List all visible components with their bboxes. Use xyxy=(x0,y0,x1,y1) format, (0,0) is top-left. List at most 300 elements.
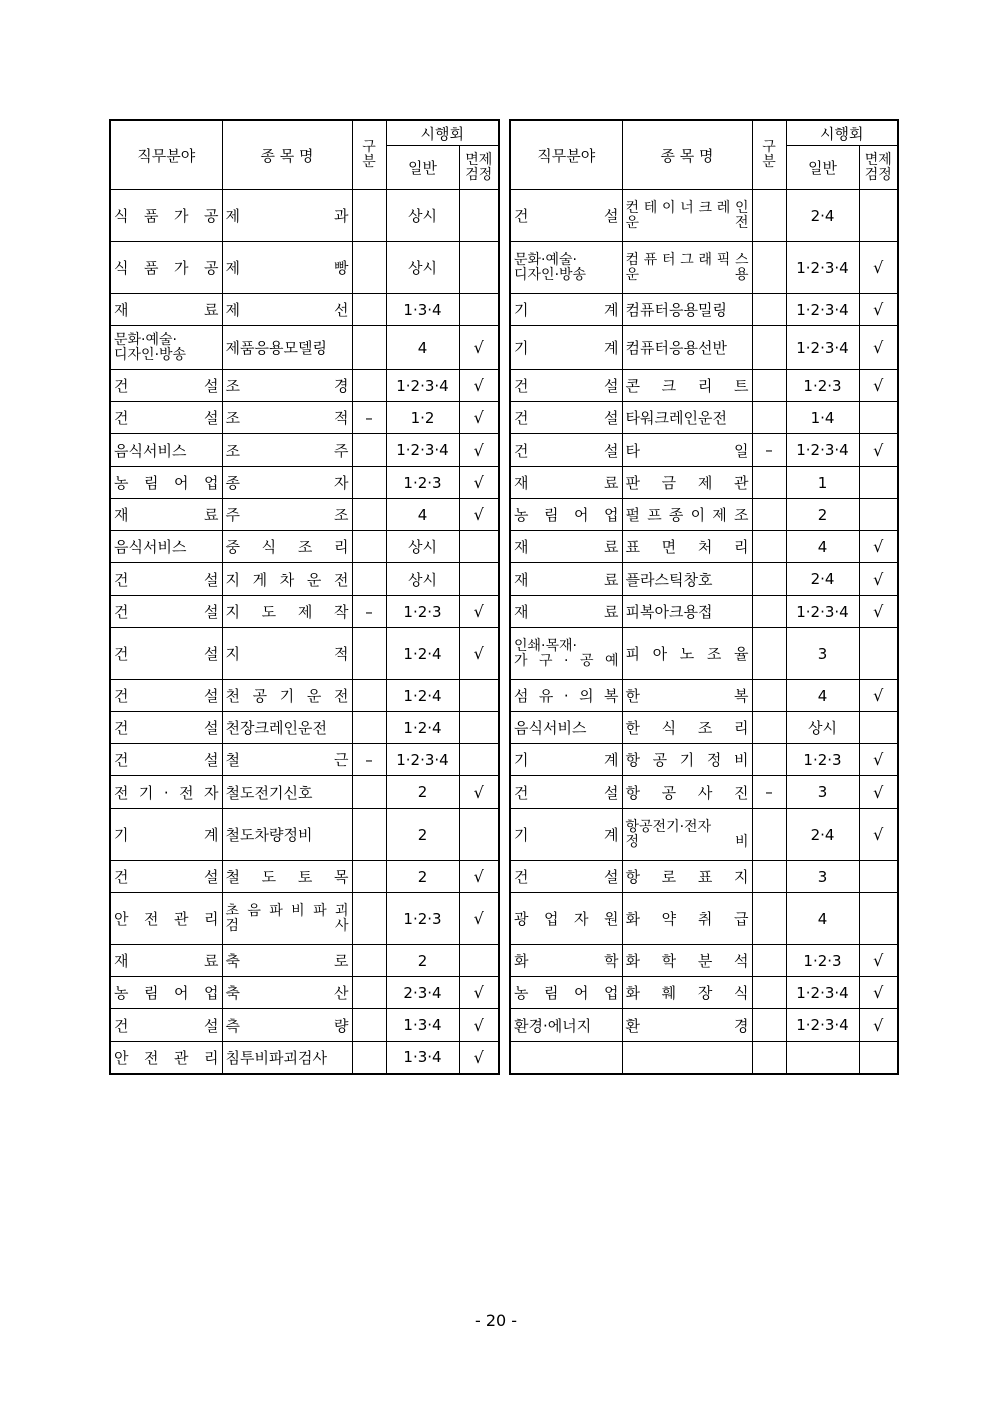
gubun-cell xyxy=(352,712,386,744)
general-cell: 상시 xyxy=(386,531,459,563)
field-cell: 건 설 xyxy=(110,712,222,744)
item-cell: 제품응용모델링 xyxy=(222,326,352,370)
exempt-check-cell: √ xyxy=(459,893,499,945)
item-cell: 제 선 xyxy=(222,294,352,326)
item-cell: 한 복 xyxy=(622,680,752,712)
general-cell: 1·2·3·4 xyxy=(786,596,859,628)
field-cell: 문화·예술· 디자인·방송 xyxy=(110,326,222,370)
item-cell: 컴퓨터응용밀링 xyxy=(622,294,752,326)
field-cell: 기 계 xyxy=(110,809,222,861)
item-cell: 컴퓨터응용선반 xyxy=(622,326,752,370)
field-cell: 재 료 xyxy=(510,467,622,499)
general-cell: 1·2·3·4 xyxy=(386,744,459,776)
field-cell: 음식서비스 xyxy=(110,531,222,563)
item-cell: 철도차량정비 xyxy=(222,809,352,861)
table-row xyxy=(110,809,499,861)
table-row xyxy=(510,242,898,294)
field-cell: 건 설 xyxy=(510,402,622,434)
general-cell: 1·2·3·4 xyxy=(786,294,859,326)
gubun-cell xyxy=(352,1042,386,1074)
item-cell: 피 아 노 조 율 xyxy=(622,628,752,680)
item-cell: 표 면 처 리 xyxy=(622,531,752,563)
exempt-check-cell xyxy=(459,242,499,294)
item-cell: 조 주 xyxy=(222,434,352,467)
table-row xyxy=(110,744,499,776)
gubun-cell xyxy=(752,531,786,563)
field-cell: 재 료 xyxy=(510,531,622,563)
item-cell: 철 근 xyxy=(222,744,352,776)
page-number: - 20 - xyxy=(474,1311,518,1330)
gubun-cell xyxy=(352,893,386,945)
general-cell: 4 xyxy=(786,893,859,945)
field-cell: 재 료 xyxy=(110,294,222,326)
general-cell: 4 xyxy=(386,499,459,531)
header-gubun: 구 분 xyxy=(352,120,386,190)
header-exempt: 면제 검정 xyxy=(459,146,499,190)
table-row xyxy=(110,596,499,628)
gubun-cell xyxy=(752,370,786,402)
table-row xyxy=(110,861,499,893)
field-cell: 건 설 xyxy=(110,744,222,776)
gubun-cell xyxy=(352,531,386,563)
general-cell: 4 xyxy=(386,326,459,370)
gubun-cell xyxy=(752,945,786,977)
general-cell: 2 xyxy=(786,499,859,531)
table-row xyxy=(110,242,499,294)
item-cell: 플라스틱창호 xyxy=(622,563,752,596)
exempt-check-cell: √ xyxy=(859,776,898,809)
table-row xyxy=(510,434,898,467)
right-table-body xyxy=(510,190,898,1074)
table-row xyxy=(510,499,898,531)
field-cell: 건 설 xyxy=(510,776,622,809)
table-row xyxy=(110,712,499,744)
gubun-cell xyxy=(752,893,786,945)
exempt-check-cell xyxy=(459,294,499,326)
left-table-body xyxy=(110,190,499,1074)
item-cell: 항 공 사 진 xyxy=(622,776,752,809)
item-cell: 컴 퓨 터 그 래 픽 스 운 용 xyxy=(622,242,752,294)
exempt-check-cell: √ xyxy=(459,1042,499,1074)
gubun-cell xyxy=(352,809,386,861)
general-cell: 상시 xyxy=(386,242,459,294)
gubun-cell xyxy=(752,294,786,326)
general-cell: 1·2·4 xyxy=(386,712,459,744)
general-cell: 1·2·3·4 xyxy=(786,977,859,1009)
exempt-check-cell: √ xyxy=(459,402,499,434)
field-cell: 건 설 xyxy=(110,596,222,628)
general-cell: 1·3·4 xyxy=(386,1009,459,1042)
general-cell: 1·2·4 xyxy=(386,680,459,712)
field-cell: 농 림 어 업 xyxy=(110,977,222,1009)
general-cell: 4 xyxy=(786,680,859,712)
exempt-check-cell xyxy=(459,809,499,861)
gubun-cell xyxy=(752,744,786,776)
table-row xyxy=(510,294,898,326)
gubun-cell xyxy=(352,370,386,402)
left-qualification-table xyxy=(109,119,500,1075)
field-cell: 건 설 xyxy=(110,563,222,596)
field-cell: 기 계 xyxy=(510,809,622,861)
table-row xyxy=(110,628,499,680)
general-cell: 1·2·3·4 xyxy=(386,434,459,467)
gubun-cell xyxy=(352,945,386,977)
item-cell: 초 음 파 비 파 괴 검 사 xyxy=(222,893,352,945)
exempt-check-cell: √ xyxy=(459,326,499,370)
table-row xyxy=(510,467,898,499)
gubun-cell xyxy=(352,861,386,893)
table-row xyxy=(510,744,898,776)
exempt-check-cell: √ xyxy=(459,596,499,628)
gubun-cell xyxy=(352,977,386,1009)
general-cell: 1·2·3·4 xyxy=(786,434,859,467)
exempt-check-cell: √ xyxy=(459,628,499,680)
item-cell: 제 과 xyxy=(222,190,352,242)
item-cell: 콘 크 리 트 xyxy=(622,370,752,402)
field-cell: 음식서비스 xyxy=(510,712,622,744)
general-cell xyxy=(786,1042,859,1074)
exempt-check-cell: √ xyxy=(859,809,898,861)
exempt-check-cell xyxy=(859,499,898,531)
field-cell: 건 설 xyxy=(510,190,622,242)
item-cell: 피복아크용접 xyxy=(622,596,752,628)
exempt-check-cell xyxy=(859,402,898,434)
field-cell: 식 품 가 공 xyxy=(110,242,222,294)
general-cell: 상시 xyxy=(386,563,459,596)
field-cell: 재 료 xyxy=(110,945,222,977)
table-row xyxy=(510,190,898,242)
item-cell: 철도전기신호 xyxy=(222,776,352,809)
gubun-cell xyxy=(352,190,386,242)
table-row xyxy=(510,628,898,680)
general-cell: 1·2 xyxy=(386,402,459,434)
item-cell: 지 적 xyxy=(222,628,352,680)
header-general: 일반 xyxy=(386,146,459,190)
gubun-cell xyxy=(752,628,786,680)
table-row xyxy=(510,861,898,893)
gubun-cell xyxy=(752,499,786,531)
field-cell: 건 설 xyxy=(110,861,222,893)
item-cell: 화 학 분 석 xyxy=(622,945,752,977)
exempt-check-cell: √ xyxy=(859,744,898,776)
field-cell: 섬 유 · 의 복 xyxy=(510,680,622,712)
table-row xyxy=(110,434,499,467)
gubun-cell xyxy=(752,596,786,628)
gubun-cell xyxy=(352,434,386,467)
general-cell: 4 xyxy=(786,531,859,563)
field-cell: 환경·에너지 xyxy=(510,1009,622,1042)
gubun-cell: – xyxy=(752,776,786,809)
item-cell: 항 로 표 지 xyxy=(622,861,752,893)
field-cell: 안 전 관 리 xyxy=(110,893,222,945)
table-row xyxy=(510,596,898,628)
field-cell: 재 료 xyxy=(510,563,622,596)
gubun-cell xyxy=(752,1042,786,1074)
field-cell: 농 림 어 업 xyxy=(510,977,622,1009)
header-general: 일반 xyxy=(786,146,859,190)
general-cell: 2·3·4 xyxy=(386,977,459,1009)
gubun-cell xyxy=(352,326,386,370)
field-cell: 기 계 xyxy=(510,744,622,776)
item-cell: 조 경 xyxy=(222,370,352,402)
field-cell: 건 설 xyxy=(510,370,622,402)
item-cell: 천 공 기 운 전 xyxy=(222,680,352,712)
exempt-check-cell: √ xyxy=(859,370,898,402)
field-cell: 건 설 xyxy=(110,370,222,402)
gubun-cell xyxy=(752,242,786,294)
gubun-cell xyxy=(352,242,386,294)
table-row xyxy=(110,1009,499,1042)
general-cell: 2 xyxy=(386,809,459,861)
general-cell: 3 xyxy=(786,628,859,680)
general-cell: 1·2·3·4 xyxy=(786,242,859,294)
item-cell: 조 적 xyxy=(222,402,352,434)
general-cell: 1·2·3 xyxy=(786,370,859,402)
field-cell: 건 설 xyxy=(510,434,622,467)
exempt-check-cell xyxy=(459,744,499,776)
table-row xyxy=(110,190,499,242)
gubun-cell xyxy=(352,680,386,712)
item-cell: 주 조 xyxy=(222,499,352,531)
field-cell: 광 업 자 원 xyxy=(510,893,622,945)
exempt-check-cell xyxy=(459,945,499,977)
item-cell: 종 자 xyxy=(222,467,352,499)
item-cell: 지 도 제 작 xyxy=(222,596,352,628)
field-cell: 기 계 xyxy=(510,294,622,326)
table-row xyxy=(510,977,898,1009)
exempt-check-cell: √ xyxy=(459,499,499,531)
item-cell: 지 게 차 운 전 xyxy=(222,563,352,596)
field-cell: 인쇄·목재· 가 구 · 공 예 xyxy=(510,628,622,680)
table-row xyxy=(510,945,898,977)
table-row xyxy=(510,680,898,712)
field-cell: 농 림 어 업 xyxy=(110,467,222,499)
exempt-check-cell xyxy=(459,190,499,242)
gubun-cell xyxy=(352,1009,386,1042)
gubun-cell: – xyxy=(352,402,386,434)
gubun-cell xyxy=(752,563,786,596)
header-exam-round: 시행회 xyxy=(386,120,499,146)
gubun-cell: – xyxy=(352,744,386,776)
general-cell: 2 xyxy=(386,776,459,809)
general-cell: 3 xyxy=(786,776,859,809)
field-cell: 기 계 xyxy=(510,326,622,370)
gubun-cell: – xyxy=(352,596,386,628)
general-cell: 1·2·4 xyxy=(386,628,459,680)
gubun-cell xyxy=(752,861,786,893)
exempt-check-cell: √ xyxy=(859,294,898,326)
item-cell: 타 일 xyxy=(622,434,752,467)
item-cell: 환 경 xyxy=(622,1009,752,1042)
table-row xyxy=(510,326,898,370)
table-row xyxy=(110,467,499,499)
gubun-cell xyxy=(352,499,386,531)
gubun-cell xyxy=(752,1009,786,1042)
general-cell: 상시 xyxy=(786,712,859,744)
exempt-check-cell: √ xyxy=(859,434,898,467)
item-cell: 천장크레인운전 xyxy=(222,712,352,744)
header-gubun: 구 분 xyxy=(752,120,786,190)
gubun-cell xyxy=(752,809,786,861)
table-row xyxy=(110,1042,499,1074)
gubun-cell xyxy=(752,712,786,744)
gubun-cell xyxy=(752,402,786,434)
header-exam-round: 시행회 xyxy=(786,120,898,146)
exempt-check-cell: √ xyxy=(859,242,898,294)
exempt-check-cell xyxy=(859,893,898,945)
table-row xyxy=(110,893,499,945)
right-qualification-table xyxy=(509,119,899,1075)
exempt-check-cell: √ xyxy=(859,945,898,977)
gubun-cell xyxy=(352,776,386,809)
exempt-check-cell: √ xyxy=(459,370,499,402)
item-cell: 항공전기·전자 정 비 xyxy=(622,809,752,861)
table-row xyxy=(510,712,898,744)
item-cell: 축 산 xyxy=(222,977,352,1009)
field-cell: 안 전 관 리 xyxy=(110,1042,222,1074)
table-row xyxy=(110,531,499,563)
item-cell: 화 약 취 급 xyxy=(622,893,752,945)
header-exempt: 면제 검정 xyxy=(859,146,898,190)
general-cell: 1·2·3 xyxy=(786,744,859,776)
general-cell: 1·2·3·4 xyxy=(386,370,459,402)
field-cell: 건 설 xyxy=(110,680,222,712)
table-row xyxy=(110,499,499,531)
table-row xyxy=(110,326,499,370)
exempt-check-cell: √ xyxy=(459,1009,499,1042)
field-cell: 식 품 가 공 xyxy=(110,190,222,242)
field-cell: 건 설 xyxy=(510,861,622,893)
table-row xyxy=(510,1009,898,1042)
gubun-cell xyxy=(752,680,786,712)
exempt-check-cell xyxy=(859,712,898,744)
gubun-cell xyxy=(752,326,786,370)
gubun-cell xyxy=(352,294,386,326)
item-cell: 침투비파괴검사 xyxy=(222,1042,352,1074)
general-cell: 1·2·3·4 xyxy=(786,1009,859,1042)
item-cell: 축 로 xyxy=(222,945,352,977)
item-cell: 중 식 조 리 xyxy=(222,531,352,563)
exempt-check-cell: √ xyxy=(459,977,499,1009)
exempt-check-cell xyxy=(459,563,499,596)
general-cell: 1·4 xyxy=(786,402,859,434)
general-cell: 1·3·4 xyxy=(386,1042,459,1074)
exempt-check-cell xyxy=(859,628,898,680)
header-item: 종 목 명 xyxy=(222,120,352,190)
item-cell: 판 금 제 관 xyxy=(622,467,752,499)
general-cell: 상시 xyxy=(386,190,459,242)
table-row xyxy=(510,776,898,809)
item-cell: 측 량 xyxy=(222,1009,352,1042)
gubun-cell xyxy=(752,190,786,242)
field-cell: 재 료 xyxy=(110,499,222,531)
table-row xyxy=(110,945,499,977)
item-cell: 항 공 기 정 비 xyxy=(622,744,752,776)
general-cell: 1·3·4 xyxy=(386,294,459,326)
gubun-cell xyxy=(752,467,786,499)
general-cell: 1·2·3 xyxy=(786,945,859,977)
item-cell: 펄 프 종 이 제 조 xyxy=(622,499,752,531)
general-cell: 2·4 xyxy=(786,809,859,861)
general-cell: 1·2·3 xyxy=(386,467,459,499)
exempt-check-cell xyxy=(459,712,499,744)
general-cell: 1·2·3 xyxy=(386,596,459,628)
exempt-check-cell: √ xyxy=(459,434,499,467)
exempt-check-cell: √ xyxy=(859,977,898,1009)
field-cell: 화 학 xyxy=(510,945,622,977)
exempt-check-cell: √ xyxy=(859,326,898,370)
item-cell xyxy=(622,1042,752,1074)
field-cell: 재 료 xyxy=(510,596,622,628)
exempt-check-cell: √ xyxy=(859,680,898,712)
exempt-check-cell xyxy=(859,467,898,499)
item-cell: 타워크레인운전 xyxy=(622,402,752,434)
exempt-check-cell xyxy=(859,861,898,893)
field-cell: 건 설 xyxy=(110,402,222,434)
field-cell: 전 기 · 전 자 xyxy=(110,776,222,809)
gubun-cell: – xyxy=(752,434,786,467)
gubun-cell xyxy=(752,977,786,1009)
table-row xyxy=(110,680,499,712)
exempt-check-cell: √ xyxy=(859,596,898,628)
field-cell xyxy=(510,1042,622,1074)
table-row xyxy=(110,563,499,596)
exempt-check-cell: √ xyxy=(459,467,499,499)
table-row xyxy=(110,977,499,1009)
table-row xyxy=(110,370,499,402)
general-cell: 2·4 xyxy=(786,190,859,242)
table-row xyxy=(510,1042,898,1074)
item-cell: 제 빵 xyxy=(222,242,352,294)
field-cell: 농 림 어 업 xyxy=(510,499,622,531)
item-cell: 컨 테 이 너 크 레 인 운 전 xyxy=(622,190,752,242)
table-row xyxy=(110,294,499,326)
general-cell: 1·2·3·4 xyxy=(786,326,859,370)
gubun-cell xyxy=(352,628,386,680)
general-cell: 2·4 xyxy=(786,563,859,596)
general-cell: 1·2·3 xyxy=(386,893,459,945)
exempt-check-cell xyxy=(459,680,499,712)
exempt-check-cell: √ xyxy=(459,861,499,893)
field-cell: 건 설 xyxy=(110,628,222,680)
header-item: 종 목 명 xyxy=(622,120,752,190)
item-cell: 한 식 조 리 xyxy=(622,712,752,744)
table-row xyxy=(110,402,499,434)
header-field: 직무분야 xyxy=(110,120,222,190)
exempt-check-cell xyxy=(459,531,499,563)
field-cell: 음식서비스 xyxy=(110,434,222,467)
table-row xyxy=(510,893,898,945)
exempt-check-cell xyxy=(859,190,898,242)
exempt-check-cell: √ xyxy=(459,776,499,809)
field-cell: 문화·예술· 디자인·방송 xyxy=(510,242,622,294)
general-cell: 2 xyxy=(386,861,459,893)
exempt-check-cell: √ xyxy=(859,563,898,596)
table-row xyxy=(510,809,898,861)
table-row xyxy=(510,531,898,563)
gubun-cell xyxy=(352,563,386,596)
header-field: 직무분야 xyxy=(510,120,622,190)
gubun-cell xyxy=(352,467,386,499)
table-row xyxy=(510,402,898,434)
exempt-check-cell xyxy=(859,1042,898,1074)
exempt-check-cell: √ xyxy=(859,1009,898,1042)
item-cell: 화 훼 장 식 xyxy=(622,977,752,1009)
table-row xyxy=(510,370,898,402)
item-cell: 철 도 토 목 xyxy=(222,861,352,893)
field-cell: 건 설 xyxy=(110,1009,222,1042)
general-cell: 3 xyxy=(786,861,859,893)
